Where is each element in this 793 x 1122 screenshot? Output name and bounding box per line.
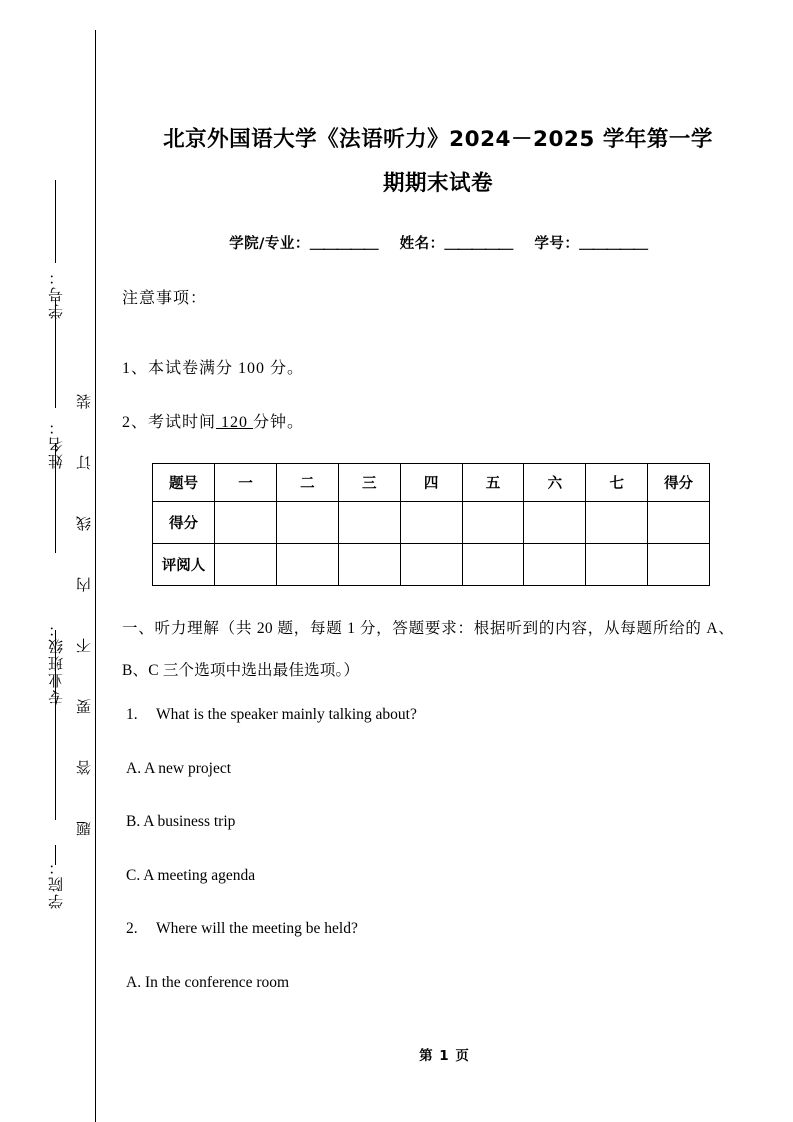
student-info-line xyxy=(128,232,748,253)
table-header-row xyxy=(153,464,710,502)
seal-label-name: 姓名： xyxy=(49,418,65,469)
score-cell[interactable] xyxy=(586,502,648,544)
reviewer-cell[interactable] xyxy=(462,544,524,586)
notes-heading: 注意事项： xyxy=(122,290,208,307)
student-id-blank[interactable]: ＿＿＿＿＿ xyxy=(579,236,647,252)
seal-binding-margin xyxy=(0,0,96,1122)
question-2-text: Where will the meeting be held? xyxy=(156,920,358,937)
reviewer-cell[interactable] xyxy=(400,544,462,586)
score-cell[interactable] xyxy=(648,502,710,544)
student-id-label: 学号： xyxy=(534,236,580,252)
question-1-option-c[interactable]: C. A meeting agenda xyxy=(126,867,256,884)
reviewer-cell[interactable] xyxy=(586,544,648,586)
seal-label-student-id: 学号： xyxy=(49,268,65,319)
question-2-stem xyxy=(126,920,358,938)
college-major-blank[interactable]: ＿＿＿＿＿ xyxy=(309,236,378,252)
score-table-header-cell: 七 xyxy=(586,464,648,502)
question-1-option-b[interactable]: B. A business trip xyxy=(126,813,236,830)
score-table-header-cell: 题号 xyxy=(153,464,215,502)
score-cell[interactable] xyxy=(276,502,338,544)
question-2-number: 2. xyxy=(126,920,138,937)
name-blank[interactable]: ＿＿＿＿＿ xyxy=(444,236,513,252)
question-2-option-a[interactable]: A. In the conference room xyxy=(126,974,290,991)
reviewer-cell[interactable] xyxy=(338,544,400,586)
score-table-header-cell: 四 xyxy=(400,464,462,502)
table-row xyxy=(153,544,710,586)
seal-label-class: 专业班级： xyxy=(49,620,65,705)
note-duration-value: 120 xyxy=(216,414,254,431)
score-table xyxy=(152,463,710,586)
question-1-text: What is the speaker mainly talking about? xyxy=(156,706,417,723)
table-row xyxy=(153,502,710,544)
page-title-line-1: 北京外国语大学《法语听力》2024－2025 学年第一学 xyxy=(163,127,713,152)
exam-paper-content xyxy=(96,0,793,1122)
page-title xyxy=(128,118,748,206)
name-label: 姓名： xyxy=(399,236,445,252)
reviewer-cell[interactable] xyxy=(524,544,586,586)
note-item-full-score: 1、本试卷满分 100 分。 xyxy=(122,360,305,377)
section-heading-listening: 一、听力理解（共 20 题，每题 1 分，答题要求：根据听到的内容，从每题所给的 A、B、C 三个选项中选出最佳选项。） xyxy=(122,620,734,679)
score-table-header-cell: 得分 xyxy=(648,464,710,502)
score-cell[interactable] xyxy=(400,502,462,544)
note-duration-prefix: 2、考试时间 xyxy=(122,414,217,431)
reviewer-row-label: 评阅人 xyxy=(153,544,215,586)
score-cell[interactable] xyxy=(462,502,524,544)
college-major-label: 学院/专业： xyxy=(229,236,310,252)
reviewer-cell[interactable] xyxy=(276,544,338,586)
note-item-duration xyxy=(122,409,304,432)
reviewer-cell[interactable] xyxy=(648,544,710,586)
page-number-footer: 第 1 页 xyxy=(419,1048,470,1064)
score-table-header-cell: 二 xyxy=(276,464,338,502)
score-table-header-cell: 六 xyxy=(524,464,586,502)
question-1-option-a[interactable]: A. A new project xyxy=(126,760,232,777)
seal-underline-1 xyxy=(55,180,56,263)
reviewer-cell[interactable] xyxy=(215,544,277,586)
score-table-header-cell: 一 xyxy=(215,464,277,502)
score-cell[interactable] xyxy=(338,502,400,544)
question-1-number: 1. xyxy=(126,706,138,723)
note-duration-suffix: 分钟。 xyxy=(253,414,305,431)
score-table-header-cell: 五 xyxy=(462,464,524,502)
seal-warning-text: 题答要不内线订装 xyxy=(77,348,93,836)
question-1-stem xyxy=(126,706,417,724)
score-cell[interactable] xyxy=(524,502,586,544)
score-row-label: 得分 xyxy=(153,502,215,544)
seal-label-college: 学院： xyxy=(49,858,65,909)
score-cell[interactable] xyxy=(215,502,277,544)
page-title-line-2: 期期末试卷 xyxy=(382,171,493,196)
score-table-header-cell: 三 xyxy=(338,464,400,502)
